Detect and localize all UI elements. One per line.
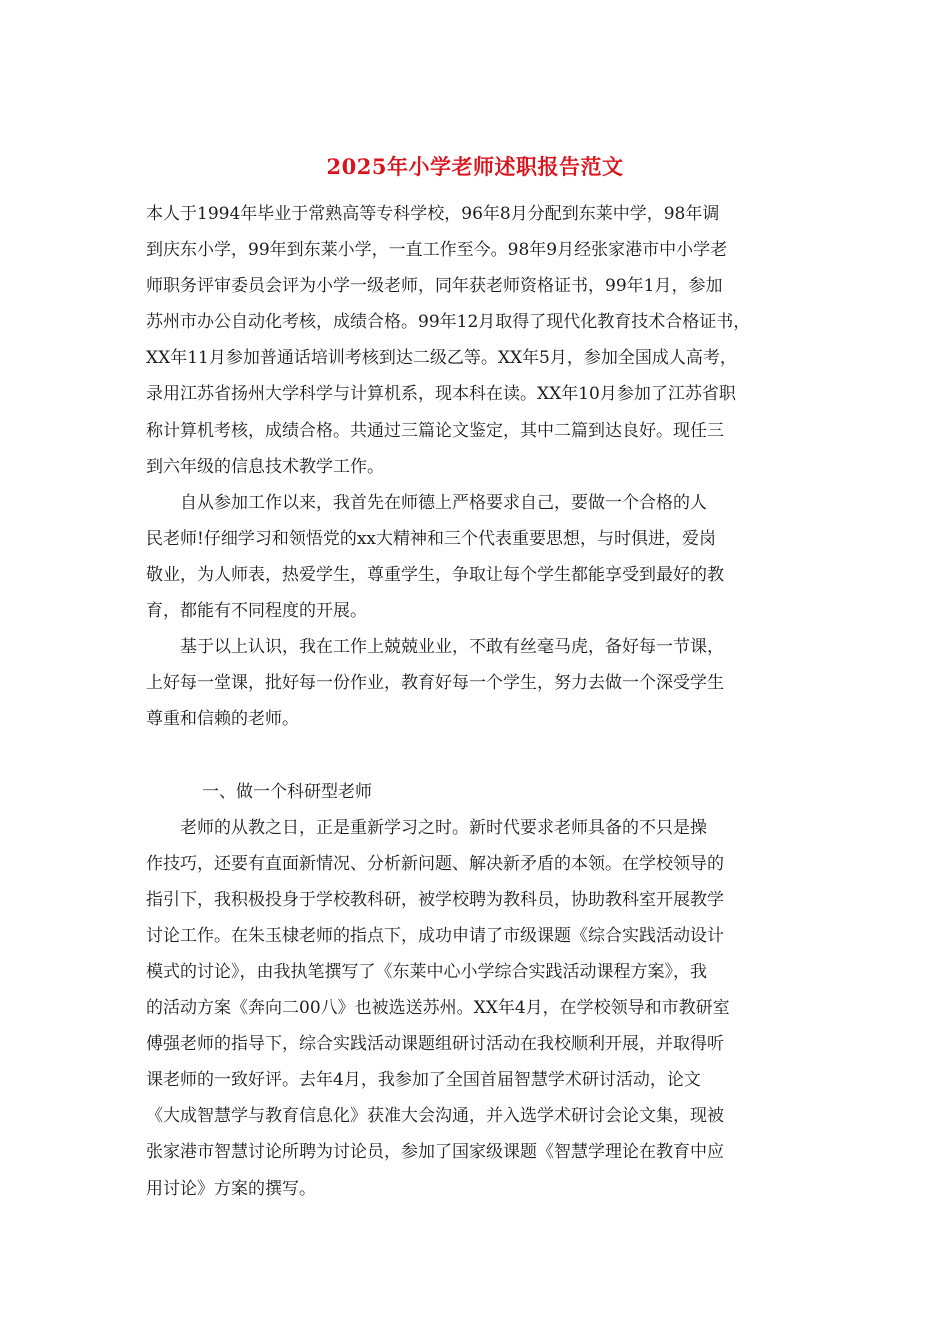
- section-1-line: 模式的讨论》，由我执笔撰写了《东莱中心小学综合实践活动课程方案》，我: [146, 961, 707, 982]
- section-heading: 一、做一个科研型老师: [202, 781, 372, 802]
- paragraph-1-line: 本人于1994年毕业于常熟高等专科学校，96年8月分配到东莱中学，98年调: [146, 204, 720, 224]
- paragraph-3-line: 尊重和信赖的老师。: [146, 709, 299, 730]
- paragraph-2-line: 育，都能有不同程度的开展。: [146, 601, 367, 622]
- section-1-line: 作技巧，还要有直面新情况、分析新问题、解决新矛盾的本领。在学校领导的: [146, 853, 724, 874]
- paragraph-1-line: 称计算机考核，成绩合格。共通过三篇论文鉴定，其中二篇到达良好。现任三: [146, 420, 724, 441]
- paragraph-3-line: 基于以上认识，我在工作上兢兢业业，不敢有丝毫马虎，备好每一节课，: [180, 637, 724, 658]
- section-1-line: 张家港市智慧讨论所聘为讨论员，参加了国家级课题《智慧学理论在教育中应: [146, 1142, 724, 1163]
- paragraph-1-line: 苏州市办公自动化考核，成绩合格。99年12月取得了现代化教育技术合格证书，: [146, 312, 751, 333]
- section-1-line: 老师的从教之日，正是重新学习之时。新时代要求老师具备的不只是操: [180, 817, 707, 838]
- section-1-line: 讨论工作。在朱玉棣老师的指点下，成功申请了市级课题《综合实践活动设计: [146, 925, 724, 946]
- paragraph-1-line: 到六年级的信息技术教学工作。: [146, 456, 384, 477]
- section-1-line: 的活动方案《奔向二00八》也被选送苏州。XX年4月，在学校领导和市教研室: [146, 998, 730, 1019]
- paragraph-3-line: 上好每一堂课，批好每一份作业，教育好每一个学生，努力去做一个深受学生: [146, 673, 724, 694]
- paragraph-2-line: 民老师!仔细学习和领悟党的xx大精神和三个代表重要思想，与时俱进，爱岗: [146, 528, 717, 549]
- paragraph-2-line: 自从参加工作以来，我首先在师德上严格要求自己，要做一个合格的人: [180, 492, 707, 513]
- paragraph-1-line: 录用江苏省扬州大学科学与计算机系，现本科在读。XX年10月参加了江苏省职: [146, 384, 736, 405]
- section-1-line: 指引下，我积极投身于学校教科研，被学校聘为教科员，协助教科室开展教学: [146, 889, 724, 910]
- section-1-line: 用讨论》方案的撰写。: [146, 1178, 316, 1199]
- document-title: 2025年小学老师述职报告范文: [326, 154, 624, 179]
- paragraph-1-line: 师职务评审委员会评为小学一级老师，同年获老师资格证书，99年1月，参加: [146, 276, 723, 297]
- paragraph-2-line: 敬业，为人师表，热爱学生，尊重学生，争取让每个学生都能享受到最好的教: [146, 564, 724, 585]
- section-1-line: 傅强老师的指导下，综合实践活动课题组研讨活动在我校顺利开展，并取得听: [146, 1034, 724, 1055]
- document-body: [146, 196, 810, 1207]
- section-1-line: 课老师的一致好评。去年4月，我参加了全国首届智慧学术研讨活动，论文: [146, 1070, 701, 1091]
- paragraph-1-line: 到庆东小学，99年到东莱小学，一直工作至今。98年9月经张家港市中小学老: [146, 240, 728, 261]
- paragraph-1-line: XX年11月参加普通话培训考核到达二级乙等。XX年5月，参加全国成人高考，: [146, 348, 737, 369]
- section-1-line: 《大成智慧学与教育信息化》获准大会沟通，并入选学术研讨会论文集，现被: [146, 1106, 724, 1127]
- paragraph-gap: [146, 737, 810, 773]
